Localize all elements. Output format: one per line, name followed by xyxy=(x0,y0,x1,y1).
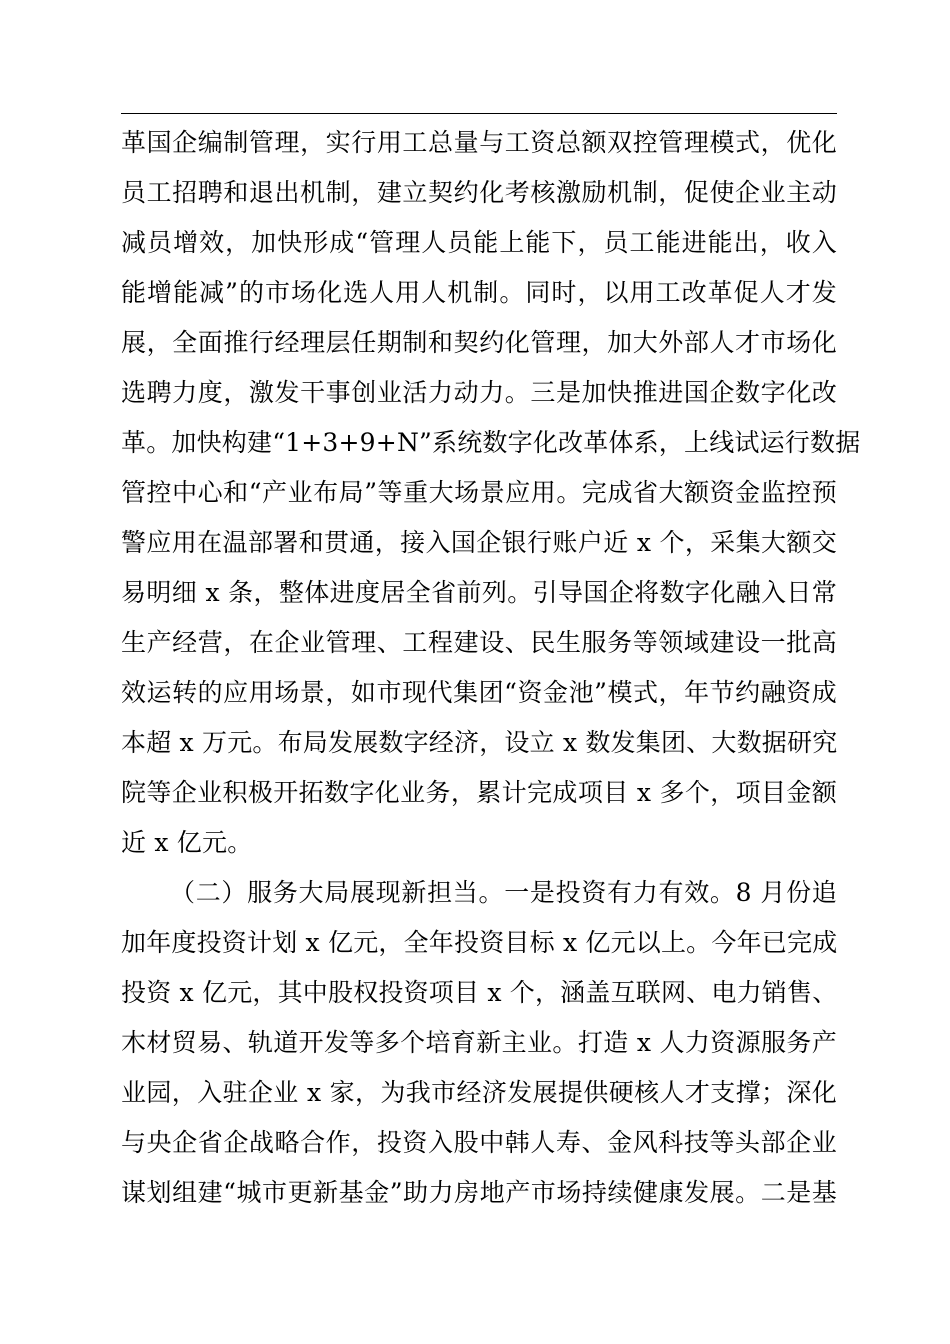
text-line: 员工招聘和退出机制，建立契约化考核激励机制，促使企业主动 xyxy=(121,178,837,207)
text-line: 展，全面推行经理层任期制和契约化管理，加大外部人才市场化 xyxy=(121,328,837,357)
text-line: 本超 x 万元。布局发展数字经济，设立 x 数发集团、大数据研究 xyxy=(121,728,838,757)
text-line: 院等企业积极开拓数字化业务，累计完成项目 x 多个，项目金额 xyxy=(121,778,837,807)
text-line: 与央企省企战略合作，投资入股中韩人寿、金风科技等头部企业 xyxy=(121,1128,837,1157)
text-line: 效运转的应用场景，如市现代集团“资金池”模式，年节约融资成 xyxy=(121,678,837,707)
text-line: 生产经营，在企业管理、工程建设、民生服务等领域建设一批高 xyxy=(121,628,837,657)
text-line: 管控中心和“产业布局”等重大场景应用。完成省大额资金监控预 xyxy=(121,478,837,507)
text-line: 投资 x 亿元，其中股权投资项目 x 个，涵盖互联网、电力销售、 xyxy=(121,978,838,1007)
paragraph-start-line: （二）服务大局展现新担当。一是投资有力有效。8 月份追 xyxy=(170,878,837,907)
text-line: 木材贸易、轨道开发等多个培育新主业。打造 x 人力资源服务产 xyxy=(121,1028,837,1057)
text-line: 革。加快构建“1+3+9+N”系统数字化改革体系，上线试运行数据 xyxy=(121,428,861,457)
text-line: 加年度投资计划 x 亿元，全年投资目标 x 亿元以上。今年已完成 xyxy=(121,928,838,957)
text-line: 革国企编制管理，实行用工总量与工资总额双控管理模式，优化 xyxy=(121,128,837,157)
text-line: 选聘力度，激发干事创业活力动力。三是加快推进国企数字化改 xyxy=(121,378,837,407)
text-line: 警应用在温部署和贯通，接入国企银行账户近 x 个，采集大额交 xyxy=(121,528,837,557)
text-line: 能增能减”的市场化选人用人机制。同时，以用工改革促人才发 xyxy=(121,278,837,307)
text-line: 业园，入驻企业 x 家，为我市经济发展提供硬核人才支撑；深化 xyxy=(121,1078,837,1107)
text-line: 易明细 x 条，整体进度居全省前列。引导国企将数字化融入日常 xyxy=(121,578,837,607)
text-line: 减员增效，加快形成“管理人员能上能下，员工能进能出，收入 xyxy=(121,228,837,257)
text-line: 谋划组建“城市更新基金”助力房地产市场持续健康发展。二是基 xyxy=(121,1178,837,1207)
text-line: 近 x 亿元。 xyxy=(121,828,253,857)
header-rule xyxy=(121,113,837,114)
